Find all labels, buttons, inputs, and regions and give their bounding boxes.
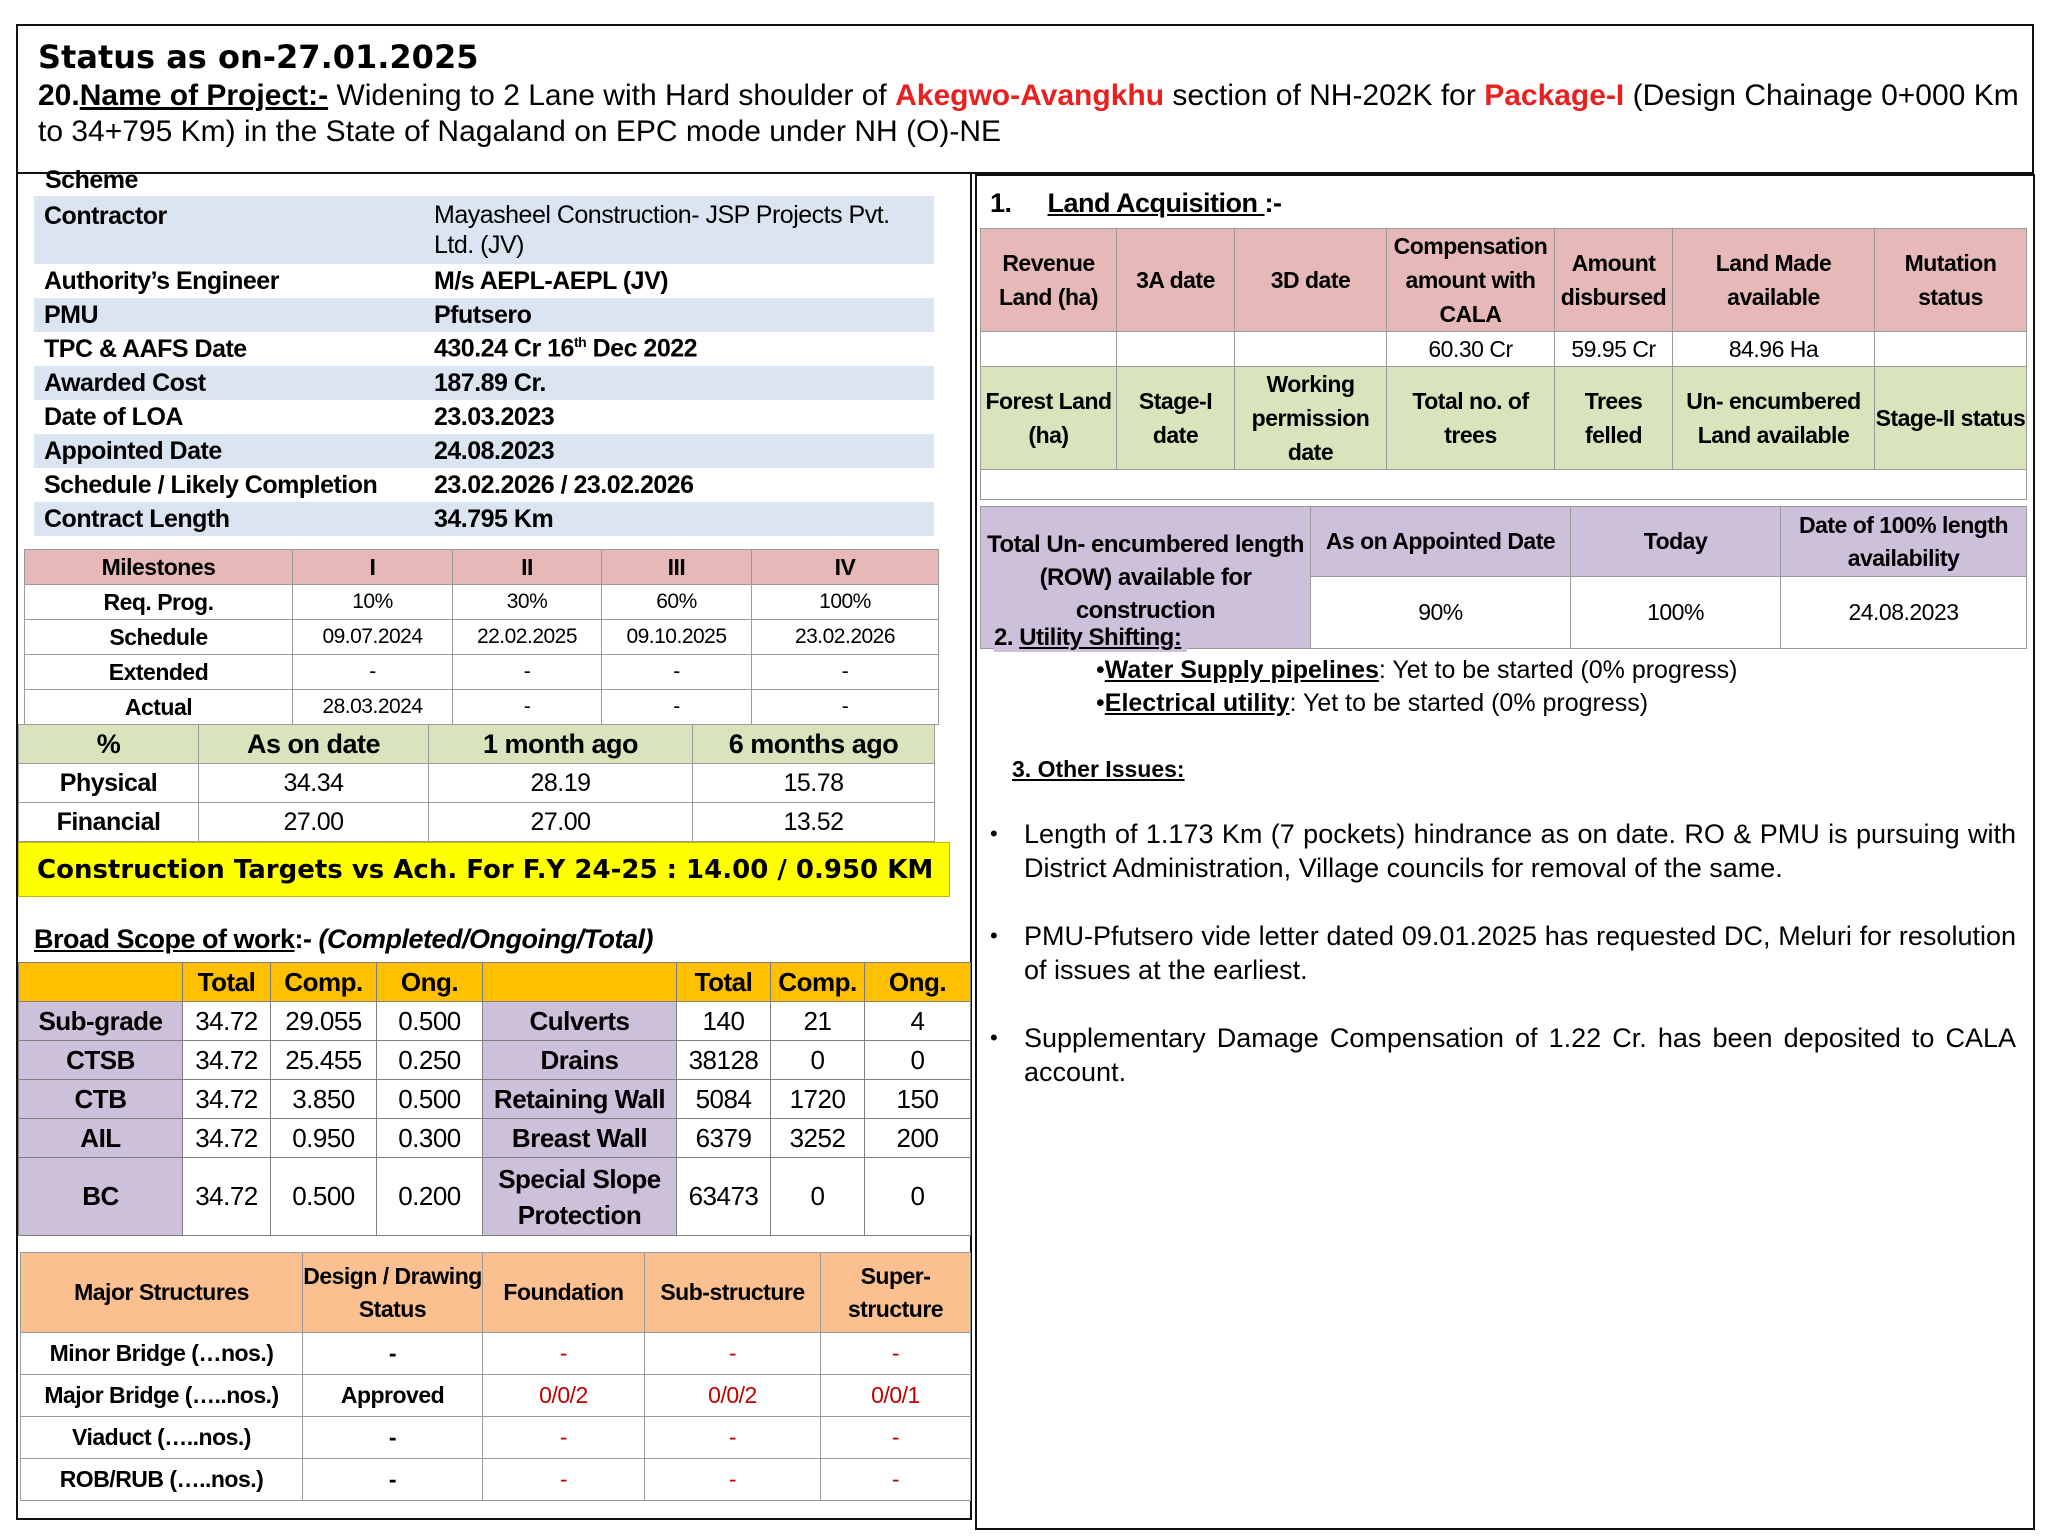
structures-cell: -	[483, 1417, 645, 1459]
scope-row	[19, 1119, 971, 1158]
milestones-cell: 28.03.2024	[293, 690, 453, 725]
milestones-cell: 30%	[453, 585, 602, 620]
utility-item-text: : Yet to be started (0% progress)	[1378, 656, 1738, 684]
tpc-sup: th	[573, 334, 587, 351]
scope-item-label: CTSB	[19, 1041, 183, 1080]
utility-title-text: Utility Shifting:	[1019, 624, 1182, 651]
info-label: Awarded Cost	[34, 366, 424, 400]
scope-cell: 0.500	[271, 1158, 377, 1236]
project-section: Akegwo-Avangkhu	[895, 79, 1165, 112]
scope-item-label: Sub-grade	[19, 1002, 183, 1041]
issue-text: Supplementary Damage Compensation of 1.22 Cr. has been deposited to CALA account.	[1024, 1023, 2016, 1087]
structures-cell: -	[303, 1459, 483, 1501]
milestones-row	[25, 620, 939, 655]
structures-cell: -	[303, 1333, 483, 1375]
land-value-row	[981, 470, 2027, 500]
scope-header-cell: Comp.	[271, 963, 377, 1002]
scope-item-label: CTB	[19, 1080, 183, 1119]
milestones-row	[25, 690, 939, 725]
scope-header-row	[19, 963, 971, 1002]
structures-header-cell: Foundation	[483, 1253, 645, 1333]
scope-cell: 150	[865, 1080, 971, 1119]
structures-cell: -	[821, 1333, 971, 1375]
milestones-cell: 100%	[752, 585, 939, 620]
structures-header-cell: Super-structure	[821, 1253, 971, 1333]
scope-cell: 63473	[677, 1158, 771, 1236]
scope-title	[34, 924, 653, 955]
info-label: Date of LOA	[44, 402, 183, 431]
row-value-cell: 90%	[1311, 577, 1571, 649]
issue-text: Length of 1.173 Km (7 pockets) hindrance as on date. RO & PMU is pursuing with District Administration, Village councils for removal of the same.	[1024, 819, 2016, 883]
scope-cell: 1720	[771, 1080, 865, 1119]
scope-header-cell: Total	[183, 963, 271, 1002]
info-value: Mayasheel Construction- JSP Projects Pvt. Ltd. (JV)	[424, 196, 934, 264]
info-value	[424, 332, 934, 366]
land-title-text: Land Acquisition	[1047, 188, 1265, 218]
scope-cell: 0.250	[377, 1041, 483, 1080]
info-value: 34.795 Km	[424, 502, 934, 536]
structures-cell: -	[645, 1417, 821, 1459]
milestones-cell: 60%	[602, 585, 752, 620]
land-value-cell	[981, 332, 1117, 367]
structures-cell: -	[483, 1459, 645, 1501]
structures-header-row	[21, 1253, 971, 1333]
land-header-row	[981, 229, 2027, 332]
structures-cell: -	[821, 1417, 971, 1459]
bullet-icon: •	[990, 821, 998, 846]
land-acquisition-table	[980, 228, 2027, 500]
utility-item: •Water Supply pipelines: Yet to be started (0% progress)	[1096, 656, 1738, 684]
milestones-cell: -	[752, 690, 939, 725]
scope-row	[19, 1080, 971, 1119]
scope-header-cell: Comp.	[771, 963, 865, 1002]
info-row	[34, 298, 934, 332]
project-text-2: section of NH-202K for	[1164, 79, 1485, 112]
issue-text: PMU-Pfutsero vide letter dated 09.01.2025 has requested DC, Meluri for resolution of issues at the earliest.	[1024, 921, 2016, 985]
scope-cell: 4	[865, 1002, 971, 1041]
bullet-icon: •	[990, 923, 998, 948]
land-value-cell	[1117, 332, 1235, 367]
info-row	[34, 434, 934, 468]
issue-item	[990, 817, 2016, 885]
milestones-cell: 22.02.2025	[453, 620, 602, 655]
info-row	[34, 502, 934, 536]
row-value-cell: 100%	[1571, 577, 1781, 649]
milestones-row-label: Actual	[25, 690, 293, 725]
progress-row-label: Physical	[19, 764, 199, 803]
bullet-icon: •	[990, 1025, 998, 1050]
structures-header-cell: Sub-structure	[645, 1253, 821, 1333]
scope-cell: 0	[865, 1158, 971, 1236]
scope-item-label: Retaining Wall	[483, 1080, 677, 1119]
structures-row-label: Viaduct (…..nos.)	[21, 1417, 303, 1459]
milestones-row	[25, 585, 939, 620]
scope-cell: 0	[865, 1041, 971, 1080]
land-header-cell: Working permission date	[1235, 367, 1387, 470]
progress-header-cell: %	[19, 725, 199, 764]
milestones-cell: 09.10.2025	[602, 620, 752, 655]
row-header-cell: As on Appointed Date	[1311, 507, 1571, 577]
structures-cell: Approved	[303, 1375, 483, 1417]
land-header-cell: Stage-I date	[1117, 367, 1235, 470]
milestones-cell: 10%	[293, 585, 453, 620]
structures-cell: 0/0/2	[645, 1375, 821, 1417]
milestones-cell: 09.07.2024	[293, 620, 453, 655]
scope-cell: 140	[677, 1002, 771, 1041]
structures-row	[21, 1375, 971, 1417]
progress-cell: 13.52	[693, 803, 935, 842]
utility-title	[994, 624, 1187, 652]
project-package: Package-I	[1484, 79, 1625, 112]
scope-title-main: Broad Scope of work	[34, 924, 295, 954]
structures-cell: -	[821, 1459, 971, 1501]
project-text-1: Widening to 2 Lane with Hard shoulder of	[328, 79, 896, 112]
progress-table	[18, 724, 935, 842]
info-row	[34, 264, 934, 298]
construction-targets-banner: Construction Targets vs Ach. For F.Y 24-25 : 14.00 / 0.950 KM	[18, 842, 950, 897]
land-header-cell: Stage-II status	[1875, 367, 2027, 470]
info-row	[34, 400, 934, 434]
scope-cell: 0.300	[377, 1119, 483, 1158]
scope-item-label: BC	[19, 1158, 183, 1236]
progress-cell: 27.00	[199, 803, 429, 842]
scope-title-sep: :-	[294, 924, 319, 954]
milestones-header-cell: III	[602, 550, 752, 585]
land-value-row	[981, 332, 2027, 367]
info-value: 187.89 Cr.	[424, 366, 934, 400]
progress-row-label: Financial	[19, 803, 199, 842]
status-date: Status as on-27.01.2025	[38, 38, 479, 76]
land-header-cell: Trees felled	[1555, 367, 1673, 470]
land-value-cell	[981, 470, 2027, 500]
milestones-cell: -	[453, 690, 602, 725]
scope-row	[19, 1158, 971, 1236]
row-value-cell: 24.08.2023	[1781, 577, 2027, 649]
scope-cell: 0	[771, 1041, 865, 1080]
structures-row-label: Major Bridge (…..nos.)	[21, 1375, 303, 1417]
project-info-table	[34, 196, 934, 536]
scope-cell: 0.200	[377, 1158, 483, 1236]
scope-cell: 29.055	[271, 1002, 377, 1041]
milestones-header-cell: IV	[752, 550, 939, 585]
progress-row	[19, 764, 935, 803]
land-header-cell: Mutation status	[1875, 229, 2027, 332]
progress-header-cell: 1 month ago	[429, 725, 693, 764]
scope-header-cell: Total	[677, 963, 771, 1002]
utility-item-text: : Yet to be started (0% progress)	[1289, 689, 1649, 717]
tpc-value-after: Dec 2022	[586, 334, 698, 363]
milestones-cell: -	[293, 655, 453, 690]
structures-row	[21, 1333, 971, 1375]
milestones-row-label: Schedule	[25, 620, 293, 655]
info-value: Pfutsero	[424, 298, 934, 332]
structures-row-label: Minor Bridge (…nos.)	[21, 1333, 303, 1375]
scope-header-cell: Ong.	[377, 963, 483, 1002]
scope-cell: 34.72	[183, 1119, 271, 1158]
scope-table	[18, 962, 971, 1236]
structures-row	[21, 1459, 971, 1501]
structures-header-cell: Design / Drawing Status	[303, 1253, 483, 1333]
progress-cell: 15.78	[693, 764, 935, 803]
land-value-cell: 60.30 Cr	[1387, 332, 1555, 367]
scope-cell: 0.950	[271, 1119, 377, 1158]
scope-row	[19, 1002, 971, 1041]
structures-cell: -	[645, 1333, 821, 1375]
info-label: Appointed Date	[34, 434, 424, 468]
row-avail-label: Total Un- encumbered length (ROW) available for construction	[981, 507, 1311, 649]
scope-cell: 21	[771, 1002, 865, 1041]
land-header-cell: Forest Land (ha)	[981, 367, 1117, 470]
scope-cell: 5084	[677, 1080, 771, 1119]
milestones-cell: -	[453, 655, 602, 690]
info-value: 24.08.2023	[424, 434, 934, 468]
milestones-cell: -	[602, 690, 752, 725]
info-label: Schedule / Likely Completion	[44, 470, 378, 499]
scope-row	[19, 1041, 971, 1080]
milestones-header-cell: I	[293, 550, 453, 585]
land-header-cell: Compensation amount with CALA	[1387, 229, 1555, 332]
land-header-cell: 3D date	[1235, 229, 1387, 332]
project-text-3: (Design Chainage 0+000 Km to 34+795 Km) in the State of Nagaland on EPC mode under NH (O)-NE	[38, 79, 2019, 148]
structures-row	[21, 1417, 971, 1459]
utility-item-label: Electrical utility	[1104, 689, 1290, 717]
milestones-cell: -	[752, 655, 939, 690]
land-title-num: 1.	[990, 188, 1012, 218]
scope-cell: 25.455	[271, 1041, 377, 1080]
scope-cell: 34.72	[183, 1041, 271, 1080]
milestones-row	[25, 655, 939, 690]
land-value-cell	[1875, 332, 2027, 367]
milestones-header-row	[25, 550, 939, 585]
row-header-cell: Today	[1571, 507, 1781, 577]
structures-cell: -	[303, 1417, 483, 1459]
utility-title-num: 2.	[994, 624, 1014, 651]
land-title-suffix: :-	[1264, 188, 1282, 218]
utility-item-label: Water Supply pipelines	[1104, 656, 1379, 684]
land-header-row	[981, 367, 2027, 470]
info-value: M/s AEPL-AEPL (JV)	[434, 266, 669, 295]
scope-title-italic: (Completed/Ongoing/Total)	[318, 924, 653, 954]
structures-cell: 0/0/1	[821, 1375, 971, 1417]
other-issues-title: 3. Other Issues:	[1012, 756, 1185, 782]
land-header-cell: Land Made available	[1673, 229, 1875, 332]
info-row	[34, 468, 934, 502]
row-header-cell: Date of 100% length availability	[1781, 507, 2027, 577]
milestones-cell: -	[602, 655, 752, 690]
milestones-row-label: Req. Prog.	[25, 585, 293, 620]
land-header-cell: Revenue Land (ha)	[981, 229, 1117, 332]
scheme-label: Scheme	[45, 166, 138, 194]
progress-header-row	[19, 725, 935, 764]
milestones-row-label: Extended	[25, 655, 293, 690]
progress-cell: 27.00	[429, 803, 693, 842]
structures-row-label: ROB/RUB (…..nos.)	[21, 1459, 303, 1501]
progress-header-cell: 6 months ago	[693, 725, 935, 764]
milestones-header-cell: Milestones	[25, 550, 293, 585]
project-number: 20.	[38, 79, 80, 112]
scope-header-cell	[483, 963, 677, 1002]
row-header-row	[981, 507, 2027, 577]
scope-cell: 0	[771, 1158, 865, 1236]
issue-item	[990, 919, 2016, 987]
info-value: 23.02.2026 / 23.02.2026	[434, 470, 694, 499]
land-header-cell: Amount disbursed	[1555, 229, 1673, 332]
info-label: PMU	[34, 298, 424, 332]
info-value: 23.03.2023	[434, 402, 555, 431]
structures-header-cell: Major Structures	[21, 1253, 303, 1333]
scope-item-label: Culverts	[483, 1002, 677, 1041]
land-header-cell: 3A date	[1117, 229, 1235, 332]
scope-cell: 3.850	[271, 1080, 377, 1119]
info-label: Contract Length	[34, 502, 424, 536]
milestones-header-cell: II	[453, 550, 602, 585]
scope-cell: 38128	[677, 1041, 771, 1080]
land-header-cell: Total no. of trees	[1387, 367, 1555, 470]
scope-item-label: Breast Wall	[483, 1119, 677, 1158]
progress-row	[19, 803, 935, 842]
land-header-cell: Un- encumbered Land available	[1673, 367, 1875, 470]
structures-cell: 0/0/2	[483, 1375, 645, 1417]
structures-cell: -	[483, 1333, 645, 1375]
project-name	[38, 78, 2028, 150]
scope-item-label: AIL	[19, 1119, 183, 1158]
progress-header-cell: As on date	[199, 725, 429, 764]
land-value-cell	[1235, 332, 1387, 367]
scope-cell: 34.72	[183, 1158, 271, 1236]
scope-item-label: Special Slope Protection	[483, 1158, 677, 1236]
milestones-cell: 23.02.2026	[752, 620, 939, 655]
scope-item-label: Drains	[483, 1041, 677, 1080]
land-acquisition-title	[990, 188, 1282, 219]
project-label: Name of Project:-	[79, 79, 329, 112]
info-row	[34, 366, 934, 400]
land-value-cell: 84.96 Ha	[1673, 332, 1875, 367]
scope-cell: 34.72	[183, 1002, 271, 1041]
info-row	[34, 332, 934, 366]
scope-cell: 34.72	[183, 1080, 271, 1119]
tpc-value: 430.24 Cr 16	[434, 334, 574, 363]
scope-cell: 200	[865, 1119, 971, 1158]
land-value-cell: 59.95 Cr	[1555, 332, 1673, 367]
progress-cell: 34.34	[199, 764, 429, 803]
issue-item	[990, 1021, 2016, 1089]
progress-cell: 28.19	[429, 764, 693, 803]
major-structures-table	[20, 1252, 971, 1501]
info-label: Authority’s Engineer	[44, 266, 279, 295]
structures-cell: -	[645, 1459, 821, 1501]
scope-cell: 0.500	[377, 1002, 483, 1041]
scope-cell: 6379	[677, 1119, 771, 1158]
info-row	[34, 196, 934, 264]
scope-cell: 3252	[771, 1119, 865, 1158]
info-label: Contractor	[34, 196, 424, 264]
utility-item: •Electrical utility: Yet to be started (0% progress)	[1096, 689, 1649, 717]
scope-header-cell	[19, 963, 183, 1002]
scope-header-cell: Ong.	[865, 963, 971, 1002]
info-label: TPC & AAFS Date	[44, 334, 247, 363]
scope-cell: 0.500	[377, 1080, 483, 1119]
milestones-table	[24, 549, 939, 725]
